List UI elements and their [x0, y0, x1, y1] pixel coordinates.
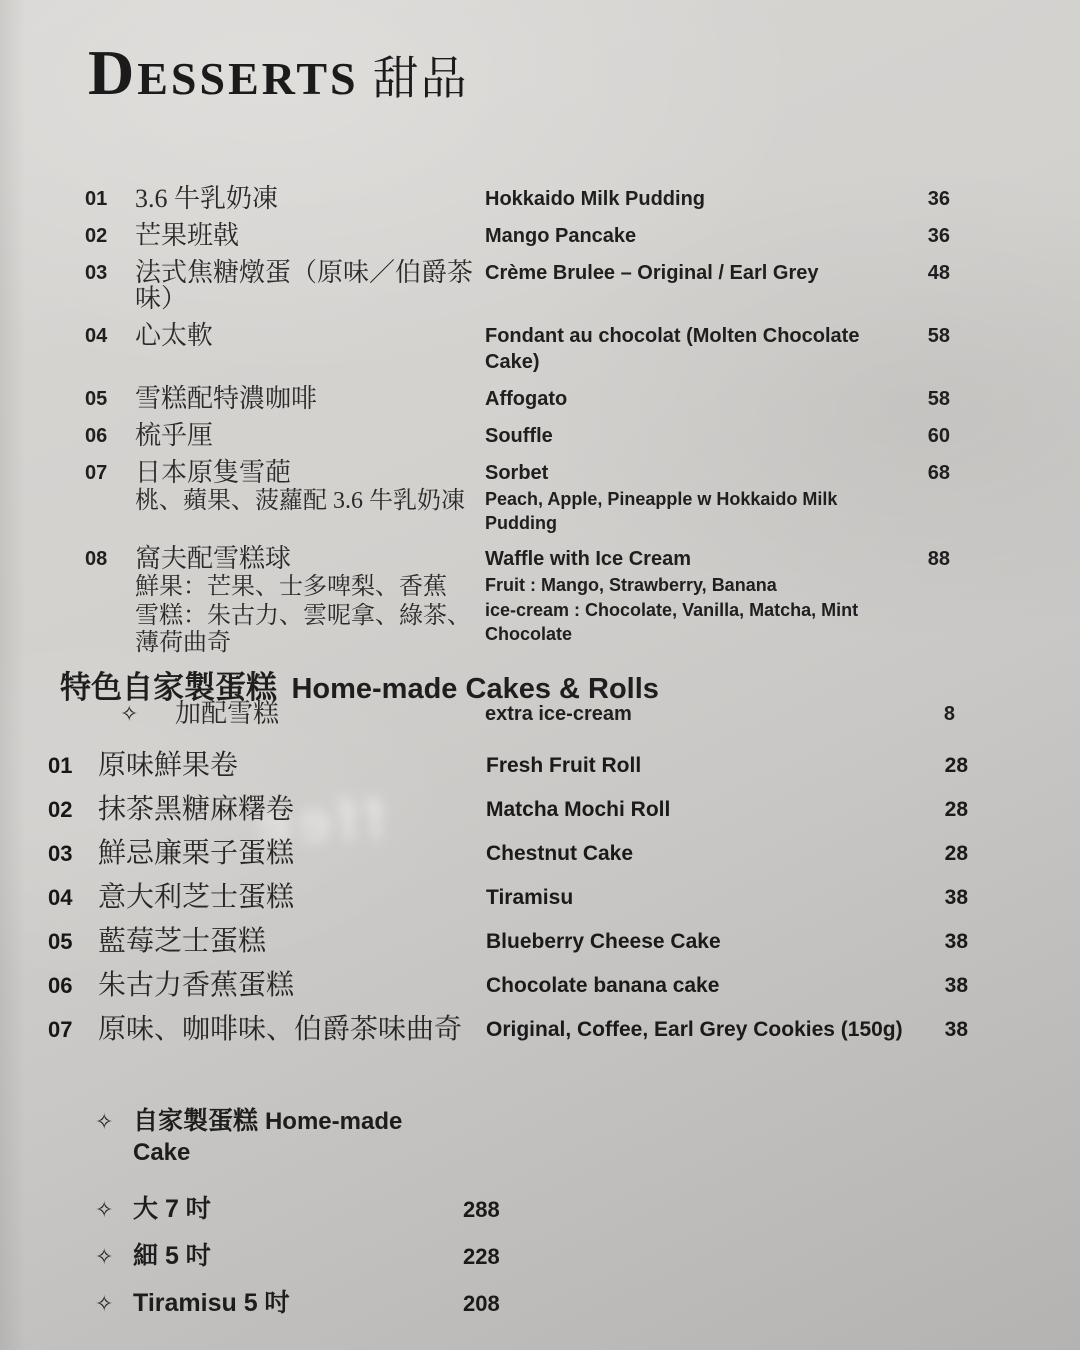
item-name-en-cell [485, 460, 905, 535]
item-number: 03 [85, 262, 108, 284]
cake-size-label: 細 5 吋 [133, 1242, 211, 1270]
item-name-zh: 鮮忌廉栗子蛋糕 [98, 838, 295, 869]
menu-item-row [0, 971, 1080, 1001]
paper-show-through: ffee [248, 786, 387, 857]
item-name-zh-cell [135, 323, 485, 349]
item-name-zh-cell [135, 423, 485, 449]
cake-size-label: 大 7 吋 [133, 1195, 211, 1223]
home-made-cake-block [0, 1106, 1080, 1335]
menu-item-row [0, 751, 1080, 781]
item-number: 07 [85, 462, 108, 484]
item-name-en-cell [485, 323, 905, 375]
item-price: 38 [944, 930, 968, 953]
menu-item-row [0, 460, 1080, 535]
desserts-item-list [0, 186, 1080, 657]
menu-item-row [0, 186, 1080, 212]
item-name-zh: 意大利芝士蛋糕 [98, 882, 295, 913]
page-title-en: ESSERTS [137, 53, 359, 104]
cakes-section-header [0, 662, 1080, 707]
item-price: 36 [927, 225, 950, 247]
item-name-en: Tiramisu [486, 886, 574, 909]
diamond-bullet-icon: ✧ [95, 1197, 114, 1222]
item-name-zh-cell [135, 460, 485, 515]
page-title-zh: 甜品 [372, 53, 469, 104]
item-price: 58 [927, 388, 950, 410]
item-name-zh: 日本原隻雪葩 [135, 458, 292, 487]
item-price: 88 [927, 548, 950, 570]
item-name-zh: 心太軟 [135, 321, 214, 350]
item-name-en: Hokkaido Milk Pudding [485, 188, 706, 210]
menu-item-row [0, 883, 1080, 913]
cakes-section [0, 662, 1080, 1059]
menu-item-row [0, 546, 1080, 657]
item-number: 07 [48, 1017, 73, 1042]
item-desc-zh-1: 桃、蘋果、菠蘿配 3.6 牛乳奶凍 [135, 488, 465, 514]
diamond-bullet-icon: ✧ [95, 1244, 114, 1269]
item-price: 38 [944, 886, 968, 909]
item-name-zh: 雪糕配特濃咖啡 [135, 384, 318, 413]
page-title-initial: D [88, 37, 138, 108]
item-price: 38 [944, 974, 968, 997]
item-price: 28 [944, 754, 968, 777]
menu-item-row [0, 423, 1080, 449]
home-made-cake-title-en: Home-made Cake [133, 1108, 403, 1166]
item-number: 06 [85, 425, 108, 447]
item-name-en: Waffle with Ice Cream [485, 548, 691, 570]
item-number: 04 [48, 885, 73, 910]
item-number: 05 [85, 388, 108, 410]
item-name-en: Matcha Mochi Roll [486, 798, 671, 821]
item-name-zh-cell [135, 546, 485, 657]
item-name-en: Chocolate banana cake [486, 974, 720, 997]
item-desc-en-1: Peach, Apple, Pineapple w Hokkaido Milk Pudding [485, 489, 838, 533]
item-price: 68 [927, 462, 950, 484]
item-name-zh-cell [135, 223, 485, 249]
item-name-en: Souffle [485, 425, 553, 447]
item-name-zh: 梳乎厘 [135, 421, 214, 450]
item-name-en-cell [485, 386, 905, 412]
item-name-zh: 原味鮮果卷 [98, 750, 239, 781]
item-number: 03 [48, 841, 73, 866]
item-name-zh: 抹茶黑糖麻糬卷 [98, 794, 295, 825]
extra-price: 8 [943, 703, 955, 725]
cake-size-price: 288 [463, 1197, 500, 1222]
cake-size-row [0, 1288, 1080, 1319]
item-name-en: Fondant au chocolat (Molten Chocolate Cake) [485, 325, 860, 373]
item-number: 06 [48, 973, 73, 998]
item-name-zh-cell [135, 386, 485, 412]
item-name-en-cell [485, 423, 905, 449]
item-name-zh-cell [135, 186, 485, 212]
item-desc-en-1: Fruit : Mango, Strawberry, Banana [485, 575, 777, 595]
home-made-cake-title [133, 1106, 463, 1168]
cake-size-price: 208 [463, 1291, 500, 1316]
item-desc-zh-2: 雪糕：朱古力、雲呢拿、綠茶、薄荷曲奇 [135, 603, 471, 656]
item-price: 38 [944, 1018, 968, 1041]
cakes-item-list [0, 751, 1080, 1045]
home-made-cake-title-zh: 自家製蛋糕 [133, 1107, 259, 1135]
diamond-bullet-icon: ✧ [120, 701, 139, 726]
item-price: 58 [927, 325, 950, 347]
cake-size-price: 228 [463, 1244, 500, 1269]
item-name-en: Sorbet [485, 462, 549, 484]
item-number: 01 [85, 188, 108, 210]
item-price: 36 [927, 188, 950, 210]
cake-size-row [0, 1194, 1080, 1225]
item-name-zh: 朱古力香蕉蛋糕 [98, 970, 295, 1001]
item-price: 48 [927, 262, 950, 284]
item-desc-en-2: ice-cream : Chocolate, Vanilla, Matcha, Mint Chocolate [485, 600, 859, 644]
menu-item-row [0, 795, 1080, 825]
item-name-en: Chestnut Cake [486, 842, 634, 865]
menu-item-row [0, 927, 1080, 957]
item-name-en: Affogato [485, 388, 568, 410]
menu-item-row [0, 839, 1080, 869]
item-price: 28 [944, 798, 968, 821]
item-name-zh: 法式焦糖燉蛋（原味／伯爵茶味） [135, 258, 474, 313]
menu-item-row [0, 223, 1080, 249]
item-name-en: Blueberry Cheese Cake [486, 930, 721, 953]
item-number: 02 [85, 225, 108, 247]
cake-size-label: Tiramisu 5 吋 [133, 1289, 290, 1317]
item-name-en-cell [485, 546, 905, 646]
item-name-zh: 芒果班戟 [135, 221, 240, 250]
item-name-en: Fresh Fruit Roll [486, 754, 642, 777]
diamond-bullet-icon: ✧ [95, 1109, 114, 1134]
cakes-header-zh: 特色自家製蛋糕 [60, 670, 277, 705]
item-name-en-cell [485, 186, 905, 212]
item-number: 01 [48, 753, 73, 778]
item-name-zh: 窩夫配雪糕球 [135, 544, 292, 573]
item-name-en-cell [485, 223, 905, 249]
item-name-en-cell [485, 260, 905, 286]
item-number: 05 [48, 929, 73, 954]
menu-item-row [0, 1015, 1080, 1045]
item-name-zh: 藍莓芝士蛋糕 [98, 926, 267, 957]
page-title [88, 36, 469, 110]
menu-item-row [0, 386, 1080, 412]
menu-item-row [0, 260, 1080, 312]
item-name-zh: 原味、咖啡味、伯爵茶味曲奇 [98, 1014, 463, 1045]
cake-size-row [0, 1241, 1080, 1272]
home-made-cake-header [0, 1106, 1080, 1168]
item-name-zh-cell [135, 260, 485, 312]
menu-item-row [0, 323, 1080, 375]
item-price: 60 [927, 425, 950, 447]
desserts-section [0, 186, 1080, 727]
diamond-bullet-icon: ✧ [95, 1291, 114, 1316]
extra-name-en: extra ice-cream [485, 703, 632, 725]
item-number: 04 [85, 325, 108, 347]
item-number: 08 [85, 548, 108, 570]
item-name-zh: 3.6 牛乳奶凍 [135, 184, 279, 213]
cake-size-options [0, 1194, 1080, 1319]
item-name-en: Crème Brulee – Original / Earl Grey [485, 262, 819, 284]
cakes-header-en: Home-made Cakes & Rolls [291, 673, 659, 705]
item-name-en: Original, Coffee, Earl Grey Cookies (150g) [486, 1018, 903, 1041]
item-number: 02 [48, 797, 73, 822]
item-price: 28 [944, 842, 968, 865]
item-name-en: Mango Pancake [485, 225, 637, 247]
item-desc-zh-1: 鮮果：芒果、士多啤梨、香蕉 [135, 574, 447, 600]
extra-name-zh: 加配雪糕 [175, 699, 280, 728]
